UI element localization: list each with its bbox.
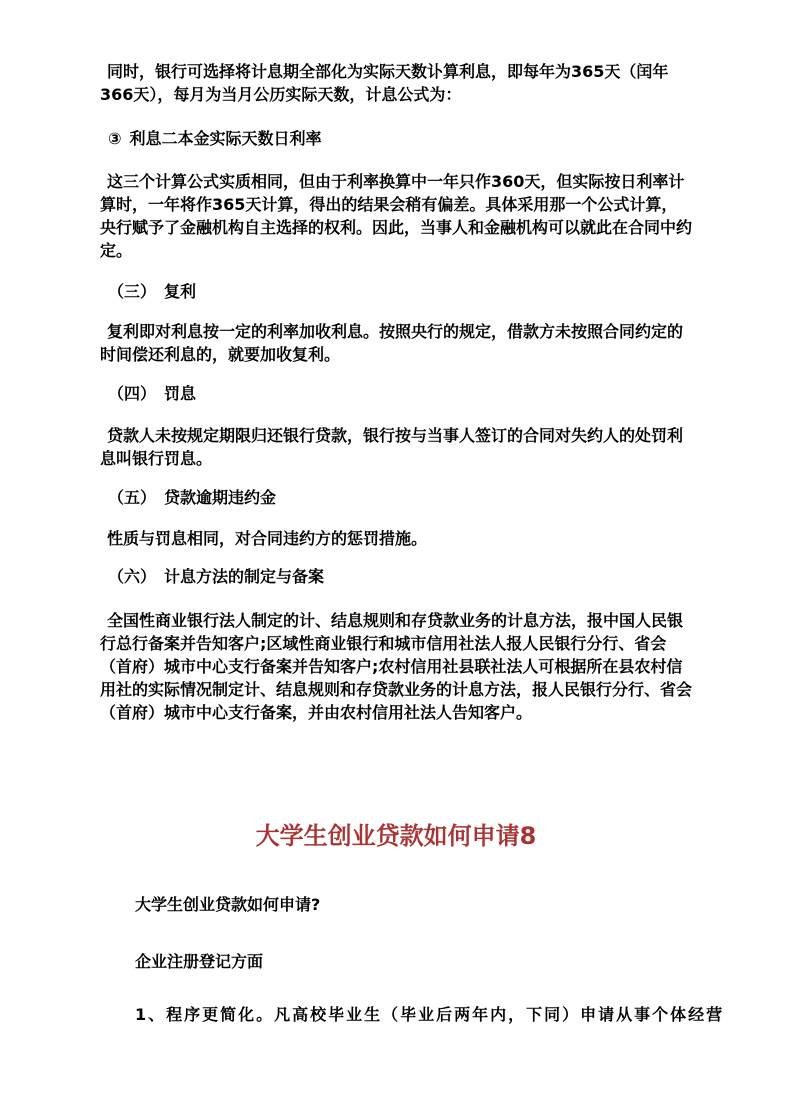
- question-line: 大学生创业贷款如何申请?: [135, 895, 321, 914]
- paragraph-penalty-interest: 贷款人未按规定期限归还银行贷款，银行按与当事人签订的合同对失约人的处罚利息叫银行罚息。: [100, 426, 684, 468]
- paragraph-formula-comparison: 这三个计算公式实质相同，但由于利率换算中一年只作360天，但实际按日利率计算时，一年将作365天计算，得出的结果会稍有偏差。具体采用那一个公式计算，央行赋予了金融机构自主选择的权利。因此，当事人和金融机构可以就此在合同中约定。: [100, 172, 693, 260]
- heading-three-compound-interest: （三） 复利: [108, 282, 197, 301]
- heading-five-overdue-penalty: （五） 贷款逾期违约金: [108, 488, 277, 507]
- paragraph-interest-days: 同时，银行可选择将计息期全部化为实际天数讣算利息，即每年为365天（闰年366天），每月为当月公历实际天数，计息公式为：: [100, 62, 669, 104]
- paragraph-overdue-penalty: 性质与罚息相同，对合同违约方的惩罚措施。: [107, 529, 428, 548]
- registration-heading: 企业注册登记方面: [135, 952, 264, 971]
- heading-four-penalty-interest: （四） 罚息: [108, 384, 197, 403]
- heading-six-filing: （六） 计息方法的制定与备案: [108, 567, 325, 586]
- paragraph-filing-rules: 全国性商业银行法人制定的计、结息规则和存贷款业务的计息方法，报中国人民银行总行备案并告知客户;区域性商业银行和城市信用社法人报人民银行分行、省会（首府）城市中心支行备案并告知客户;农村信用社县联社法人可根据所在县农村信用社的实际情况制定计、结息规则和存贷款业务的计息方法，报人民银行分行、省会（首府）城市中心支行备案，并由农村信用社法人告知客户。: [100, 611, 693, 722]
- heading-circle3-daily-rate: ③ 利息二本金实际天数日利率: [108, 129, 322, 148]
- paragraph-compound-interest: 复利即对利息按一定的利率加收利息。按照央行的规定，借款方未按照合同约定的时间偿还利息的，就要加收复利。: [100, 322, 684, 364]
- article-title: 大学生创业贷款如何申请8: [255, 822, 537, 850]
- list-item-1: 1、程序更简化。凡高校毕业生（毕业后两年内，下同）申请从事个体经营: [135, 1005, 725, 1024]
